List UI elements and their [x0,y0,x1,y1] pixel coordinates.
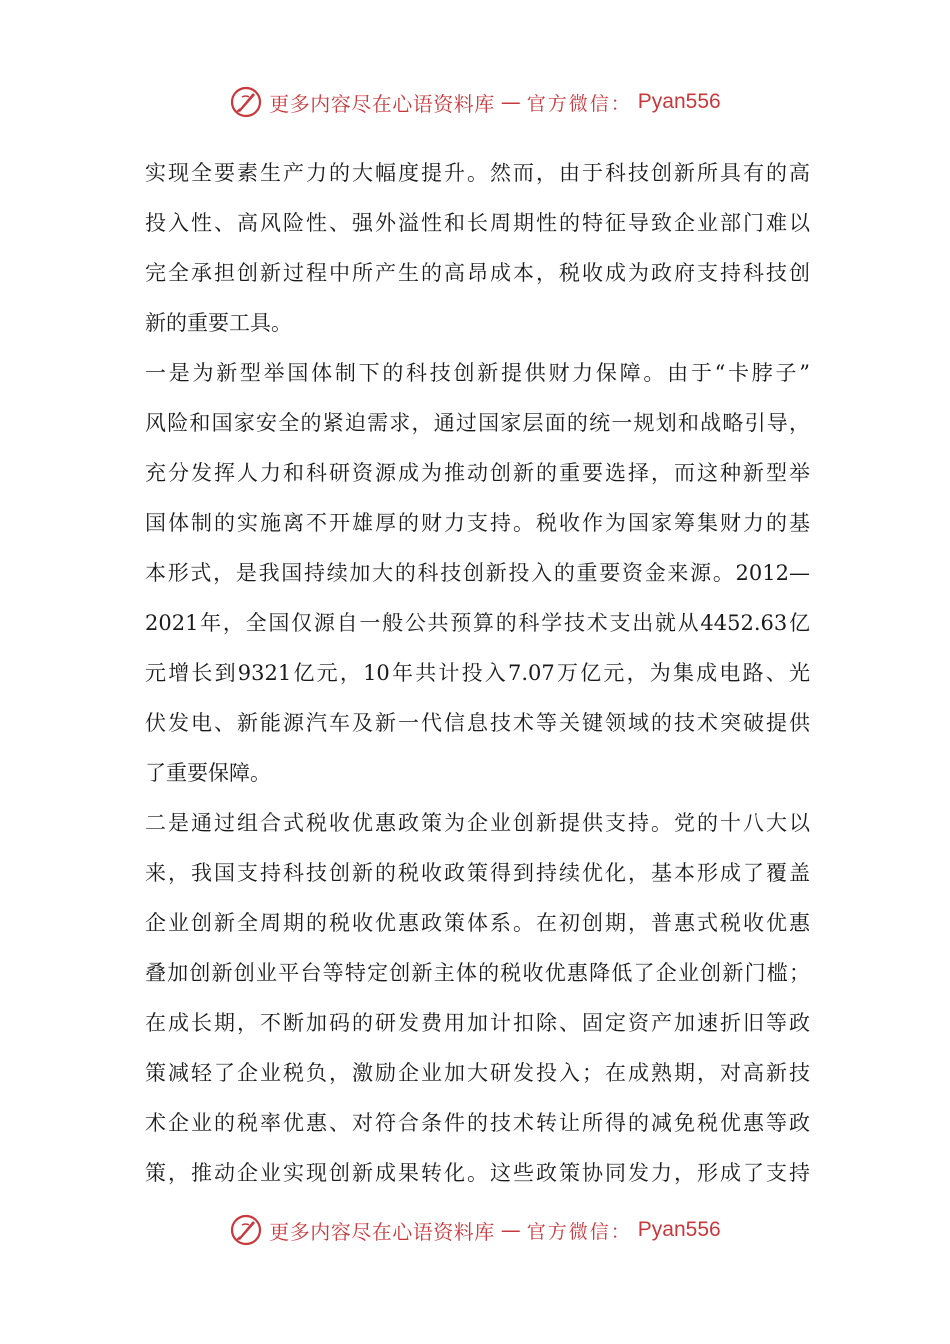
header-watermark-banner [0,82,950,122]
text-line: 新的重要工具。 [145,311,292,335]
text-line: 伏发电、新能源汽车及新一代信息技术等关键领域的技术突破提供 [145,711,810,735]
text-line: 一是为新型举国体制下的科技创新提供财力保障。由于“卡脖子” [145,361,810,385]
paragraph-2 [145,348,810,798]
wechat-label: 官方微信： [526,92,632,115]
brand-text: 更多内容尽在心语资料库 [269,91,495,116]
banner-dash: — [500,90,521,114]
wechat-label: 官方微信： [526,1220,632,1243]
text-line: 实现全要素生产力的大幅度提升。然而，由于科技创新所具有的高 [145,161,810,185]
text-line: 了重要保障。 [145,761,271,785]
text-line: 完全承担创新过程中所产生的高昂成本，税收成为政府支持科技创 [145,261,810,285]
footer-watermark-banner [0,1210,950,1250]
text-line: 企业创新全周期的税收优惠政策体系。在初创期，普惠式税收优惠 [145,911,810,935]
text-line: 投入性、高风险性、强外溢性和长周期性的特征导致企业部门难以 [145,211,810,235]
quill-logo-icon [229,85,263,119]
text-line: 在成长期，不断加码的研发费用加计扣除、固定资产加速折旧等政 [145,1011,810,1035]
brand-text: 更多内容尽在心语资料库 [269,1219,495,1244]
wechat-id: Pyan556 [637,1218,721,1241]
text-line: 术企业的税率优惠、对符合条件的技术转让所得的减免税优惠等政 [145,1111,810,1135]
text-line: 充分发挥人力和科研资源成为推动创新的重要选择，而这种新型举 [145,461,810,485]
wechat-id: Pyan556 [637,90,721,113]
document-body [145,148,810,1198]
paragraph-1 [145,148,810,348]
text-line: 国体制的实施离不开雄厚的财力支持。税收作为国家筹集财力的基 [145,511,810,535]
text-line: 元增长到9321亿元，10年共计投入7.07万亿元，为集成电路、光 [145,661,810,685]
text-line: 策减轻了企业税负，激励企业加大研发投入；在成熟期，对高新技 [145,1061,810,1085]
text-line: 叠加创新创业平台等特定创新主体的税收优惠降低了企业创新门槛； [145,961,810,985]
text-line: 来，我国支持科技创新的税收政策得到持续优化，基本形成了覆盖 [145,861,810,885]
paragraph-3 [145,798,810,1198]
text-line: 2021年，全国仅源自一般公共预算的科学技术支出就从4452.63亿 [145,611,810,635]
text-line: 策，推动企业实现创新成果转化。这些政策协同发力，形成了支持 [145,1161,810,1185]
banner-dash: — [500,1218,521,1242]
text-line: 风险和国家安全的紧迫需求，通过国家层面的统一规划和战略引导， [145,411,810,435]
quill-logo-icon [229,1213,263,1247]
text-line: 二是通过组合式税收优惠政策为企业创新提供支持。党的十八大以 [145,811,810,835]
text-line: 本形式，是我国持续加大的科技创新投入的重要资金来源。2012— [145,561,810,585]
